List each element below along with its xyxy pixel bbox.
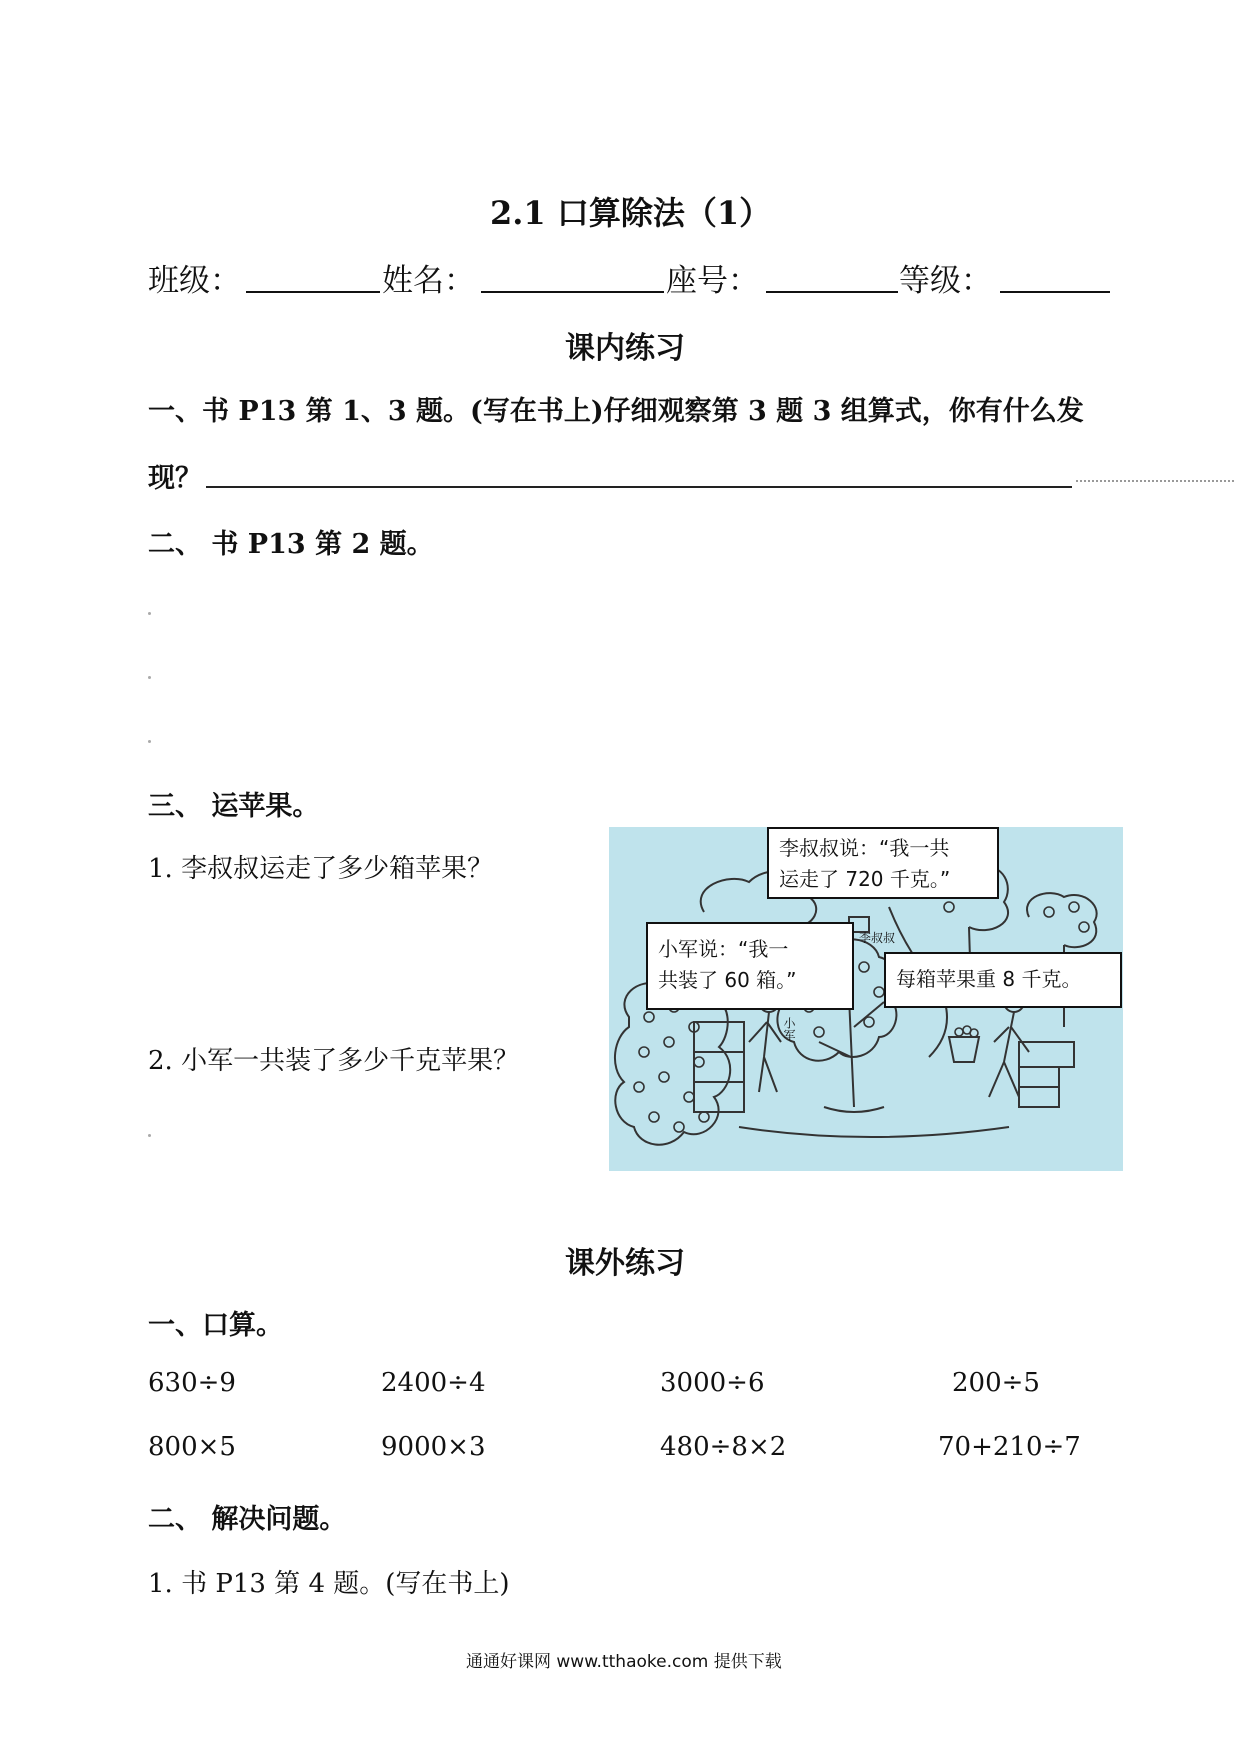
apple-picking-illustration: [609, 827, 1123, 1171]
calc-item: 480÷8×2: [660, 1432, 787, 1462]
seat-label: 座号：: [666, 263, 759, 299]
blank-mark: [148, 612, 151, 615]
page-title: 2.1 口算除法（1）: [490, 194, 772, 232]
grade-blank[interactable]: [1000, 291, 1110, 293]
calc-item: 200÷5: [952, 1368, 1040, 1398]
part-2-problem-solving: 二、 解决问题。: [148, 1504, 347, 1535]
question-3-2: 2. 小军一共装了多少千克苹果？: [148, 1046, 520, 1076]
bubble-text: 共装了 60 箱。”: [658, 968, 797, 992]
speech-bubble-box-weight: [884, 952, 1122, 1008]
calc-item: 800×5: [148, 1432, 236, 1462]
bubble-text: 每箱苹果重 8 千克。: [896, 967, 1082, 991]
name-blank[interactable]: [481, 291, 664, 293]
speech-bubble-uncle-li: [767, 827, 999, 899]
answer-line[interactable]: [206, 486, 1072, 488]
question-2: 二、 书 P13 第 2 题。: [148, 529, 434, 560]
blank-mark: [148, 1134, 151, 1137]
blank-mark: [148, 740, 151, 743]
answer-dotted-line: [1076, 480, 1234, 482]
question-1-line-2: 现？: [148, 463, 202, 494]
name-label: 姓名：: [382, 263, 475, 299]
part-1-oral-calculation: 一、口算。: [148, 1310, 283, 1341]
bubble-text: 小军说：“我一: [658, 937, 789, 961]
calc-item: 3000÷6: [660, 1368, 765, 1398]
calc-item: 9000×3: [381, 1432, 486, 1462]
question-1-line-1: 一、书 P13 第 1、3 题。(写在书上)仔细观察第 3 题 3 组算式，你有什么发: [148, 396, 1084, 427]
label-xiaojun: 小军: [782, 1017, 796, 1041]
after-class-heading: 课外练习: [565, 1246, 685, 1281]
class-blank[interactable]: [246, 291, 380, 293]
blank-mark: [148, 676, 151, 679]
class-label: 班级：: [148, 263, 241, 299]
calc-item: 630÷9: [148, 1368, 236, 1398]
bubble-text: 运走了 720 千克。”: [779, 867, 951, 891]
question-3: 三、 运苹果。: [148, 791, 320, 822]
seat-blank[interactable]: [766, 291, 898, 293]
footer-credit: 通通好课网 www.tthaoke.com 提供下载: [466, 1652, 782, 1672]
grade-label: 等级：: [899, 263, 992, 299]
part-2-item-1: 1. 书 P13 第 4 题。(写在书上): [148, 1569, 510, 1599]
bubble-text: 李叔叔说：“我一共: [779, 836, 950, 860]
calc-item: 70+210÷7: [938, 1432, 1081, 1462]
question-3-1: 1. 李叔叔运走了多少箱苹果？: [148, 854, 494, 884]
label-uncle-li: 李叔叔: [859, 931, 896, 945]
speech-bubble-xiaojun: [646, 922, 854, 1010]
calc-item: 2400÷4: [381, 1368, 486, 1398]
in-class-heading: 课内练习: [565, 331, 685, 366]
